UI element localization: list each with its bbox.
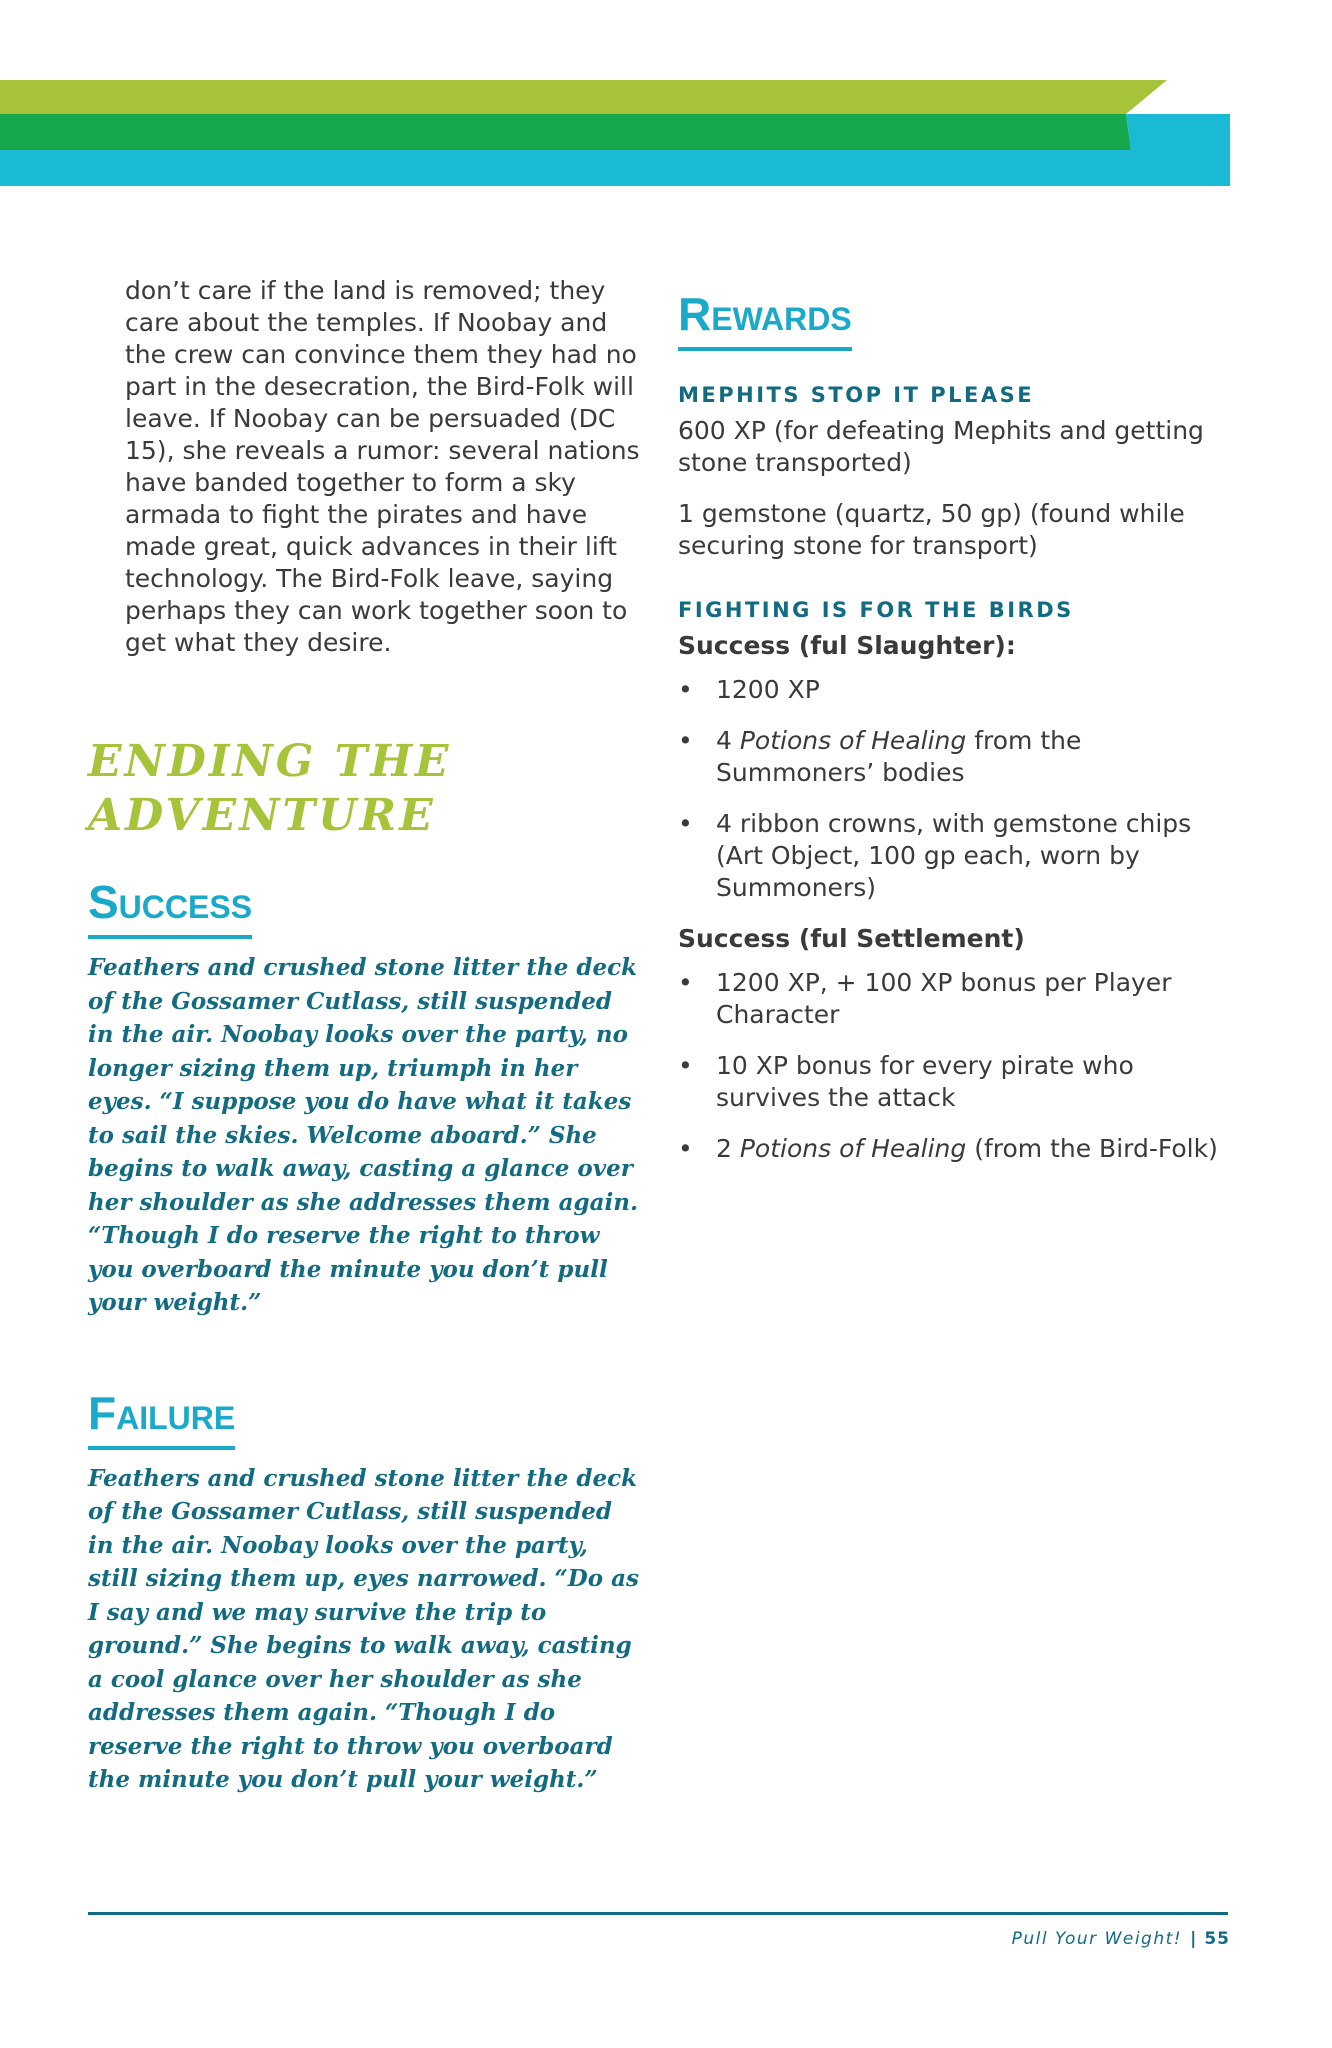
header-color-bands bbox=[0, 0, 1332, 190]
list-item bbox=[678, 1050, 1233, 1114]
settlement-list bbox=[678, 967, 1233, 1165]
success-heading: Success bbox=[88, 873, 252, 939]
slaughter-item-1: 1200 XP bbox=[716, 675, 820, 704]
settlement-item-1: 1200 XP, + 100 XP bonus per Player Character bbox=[716, 968, 1172, 1029]
mephits-reward-xp: 600 XP (for defeating Mephits and getting stone transported) bbox=[678, 416, 1204, 477]
settlement-item-3-suffix: (from the Bird-Folk) bbox=[966, 1134, 1218, 1163]
slaughter-item-3: 4 ribbon crowns, with gemstone chips (Art Object, 100 gp each, worn by Summoners) bbox=[716, 809, 1192, 902]
list-item bbox=[678, 967, 1233, 1031]
failure-heading: Failure bbox=[88, 1384, 235, 1450]
cyan-band bbox=[1126, 114, 1230, 150]
mephits-reward-gemstone: 1 gemstone (quartz, 50 gp) (found while securing stone for transport) bbox=[678, 499, 1185, 560]
list-item bbox=[678, 725, 1233, 789]
footer bbox=[1012, 1928, 1230, 1950]
slaughter-list bbox=[678, 674, 1233, 904]
green-band bbox=[0, 114, 1131, 150]
settlement-label: Success (ful Settlement) bbox=[678, 924, 1025, 953]
left-column bbox=[88, 275, 643, 1797]
chapter-title: ENDING THE ADVENTURE bbox=[88, 736, 452, 841]
running-title: Pull Your Weight! bbox=[1011, 1929, 1183, 1949]
footer-rule bbox=[88, 1912, 1228, 1915]
footer-separator: | bbox=[1190, 1929, 1197, 1949]
page-number: 55 bbox=[1204, 1929, 1230, 1949]
slaughter-item-2-prefix: 4 bbox=[716, 726, 740, 755]
slaughter-item-2-emphasis: Potions of Healing bbox=[739, 726, 967, 755]
cyan-bottom-band bbox=[0, 150, 1230, 186]
slaughter-label: Success (ful Slaughter): bbox=[678, 631, 1016, 660]
list-item bbox=[678, 1133, 1233, 1165]
list-item bbox=[678, 674, 1233, 706]
intro-paragraph: don’t care if the land is removed; they care about the temples. If Noobay and the crew can convince them they had no part in the desecration, the Bird-Folk will leave. If Noobay can be persuaded (DC 15), she reveals a rumor: several nations have banded together to form a sky armada to fight the pirates and have made great, quick advances in their lift technology. The Bird-Folk leave, saying perhaps they can work together soon to get what they desire. bbox=[125, 276, 640, 657]
list-item bbox=[678, 808, 1233, 904]
failure-read-aloud: Feathers and crushed stone litter the deck of the Gossamer Cutlass, still suspended in the air. Noobay looks over the party, still sizing them up, eyes narrowed. “Do as I say and we may survive the trip to ground.” She begins to walk away, casting a cool glance over her shoulder as she addresses them again. “Though I do reserve the right to throw you overboard the minute you don’t pull your weight.” bbox=[88, 1464, 639, 1793]
settlement-item-2: 10 XP bonus for every pirate who survives the attack bbox=[716, 1051, 1134, 1112]
success-read-aloud: Feathers and crushed stone litter the deck of the Gossamer Cutlass, still suspended in the air. Noobay looks over the party, no longer sizing them up, triumph in her eyes. “I suppose you do have what it takes to sail the skies. Welcome aboard.” She begins to walk away, casting a glance over her shoulder as she addresses them again. “Though I do reserve the right to throw you overboard the minute you don’t pull your weight.” bbox=[88, 954, 638, 1316]
mephits-subheading: MEPHITS STOP IT PLEASE bbox=[678, 383, 1035, 407]
rewards-heading: Rewards bbox=[678, 285, 852, 351]
lime-band bbox=[0, 80, 1167, 114]
slaughter-item-2-suffix: from the Summoners’ bodies bbox=[716, 726, 1082, 787]
settlement-item-3-prefix: 2 bbox=[716, 1134, 740, 1163]
settlement-item-3-emphasis: Potions of Healing bbox=[739, 1134, 967, 1163]
birds-subheading: FIGHTING IS FOR THE BIRDS bbox=[678, 598, 1074, 622]
right-column bbox=[678, 285, 1233, 1165]
